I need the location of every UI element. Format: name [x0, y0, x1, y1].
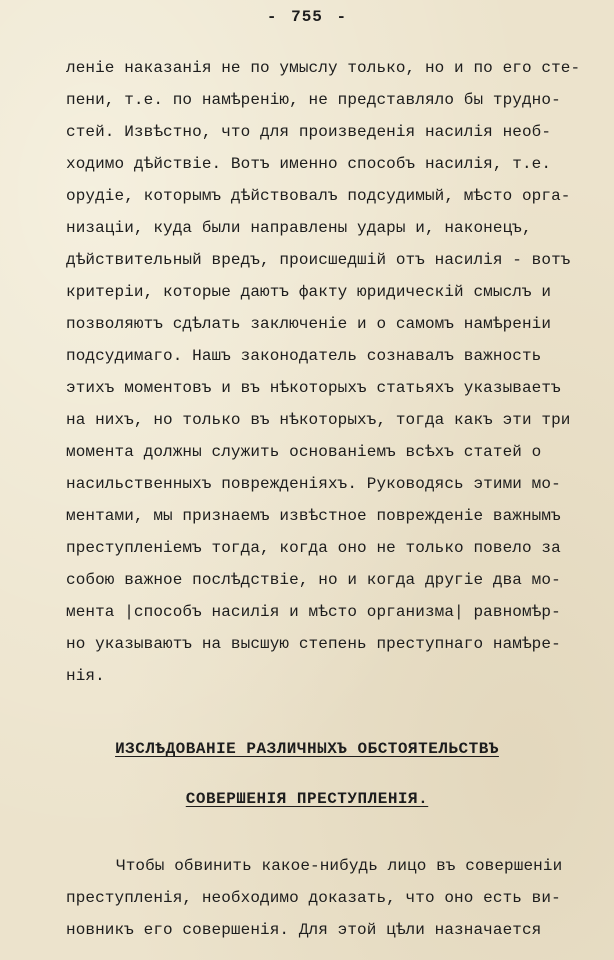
text-line: но указываютъ на высшую степень преступнаго намѣре-	[66, 635, 561, 653]
text-line: насильственныхъ поврежденіяхъ. Руководясь этими мо-	[66, 475, 561, 493]
text-line: на нихъ, но только въ нѣкоторыхъ, тогда какъ эти три	[66, 411, 571, 429]
text-line: собою важное послѣдствіе, но и когда другіе два мо-	[66, 571, 561, 589]
paragraph-2	[66, 850, 586, 946]
text-line: Чтобы обвинить какое-нибудь лицо въ совершеніи	[116, 857, 563, 875]
page-number: - 755 -	[266, 8, 348, 26]
text-line: критеріи, которые даютъ факту юридическій смыслъ и	[66, 283, 552, 301]
text-line: позволяютъ сдѣлать заключеніе и о самомъ намѣреніи	[66, 315, 552, 333]
section-heading-text: ИЗСЛѢДОВАНІЕ РАЗЛИЧНЫХЪ ОБСТОЯТЕЛЬСТВЪ	[115, 740, 499, 758]
text-line: этихъ моментовъ и въ нѣкоторыхъ статьяхъ указываетъ	[66, 379, 561, 397]
text-line: леніе наказанія не по умыслу только, но и по его сте-	[66, 59, 581, 77]
text-line: мента |способъ насилія и мѣсто организма| равномѣр-	[66, 603, 561, 621]
text-line: преступленіемъ тогда, когда оно не только повело за	[66, 539, 561, 557]
text-line: пени, т.е. по намѣренію, не представляло бы трудно-	[66, 91, 561, 109]
text-line: ментами, мы признаемъ извѣстное поврежденіе важнымъ	[66, 507, 561, 525]
text-line: низаціи, куда были направлены удары и, наконецъ,	[66, 219, 532, 237]
section-heading-line-2	[0, 790, 614, 808]
text-line: момента должны служить основаніемъ всѣхъ статей о	[66, 443, 542, 461]
text-line: новникъ его совершенія. Для этой цѣли назначается	[66, 921, 542, 939]
text-line: стей. Извѣстно, что для произведенія насилія необ-	[66, 123, 552, 141]
section-heading-line-1	[0, 740, 614, 758]
text-line: нія.	[66, 667, 105, 685]
paragraph-1	[66, 52, 586, 692]
text-line: ходимо дѣйствіе. Вотъ именно способъ насилія, т.е.	[66, 155, 552, 173]
text-line: преступленія, необходимо доказать, что оно есть ви-	[66, 889, 561, 907]
text-line: дѣйствительный вредъ, происшедшій отъ насилія - вотъ	[66, 251, 571, 269]
text-line: орудіе, которымъ дѣйствовалъ подсудимый, мѣсто орга-	[66, 187, 571, 205]
section-heading-text: СОВЕРШЕНІЯ ПРЕСТУПЛЕНІЯ.	[185, 790, 429, 808]
text-line: подсудимаго. Нашъ законодатель сознавалъ важность	[66, 347, 542, 365]
